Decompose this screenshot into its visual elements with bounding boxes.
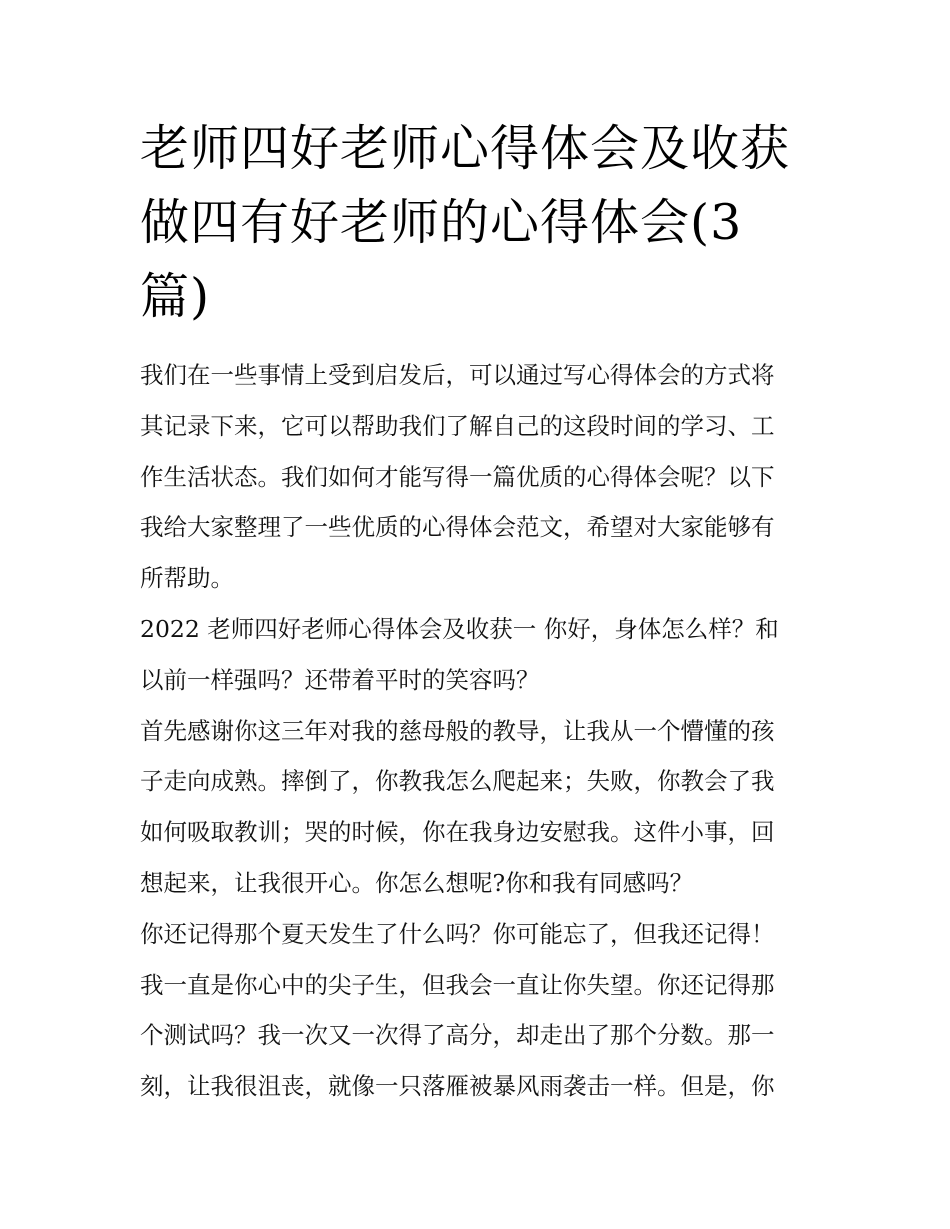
section-heading-paragraph [140,604,820,706]
text-line: 以前一样强吗？还带着平时的笑容吗？ [140,665,540,694]
text-line: 如何吸取教训；哭的时候，你在我身边安慰我。这件小事，回 [140,818,775,847]
title-line: 老师四好老师心得体会及收获 [140,120,791,177]
text-line: 刻，让我很沮丧，就像一只落雁被暴风雨袭击一样。但是，你 [140,1072,775,1101]
title-line: 做四有好老师的心得体会(3 [140,194,743,251]
text-line: 个测试吗？我一次又一次得了高分，却走出了那个分数。那一 [140,1021,775,1050]
text-line: 作生活状态。我们如何才能写得一篇优质的心得体会呢？以下 [140,462,775,491]
text-line: 我给大家整理了一些优质的心得体会范文，希望对大家能够有 [140,513,775,542]
text-line: 我一直是你心中的尖子生，但我会一直让你失望。你还记得那 [140,970,775,999]
document-title [140,112,800,334]
text-line: 首先感谢你这三年对我的慈母般的教导，让我从一个懵懂的孩 [140,716,775,745]
body-paragraph [140,706,820,909]
title-line: 篇) [140,268,211,325]
text-line: 其记录下来，它可以帮助我们了解自己的这段时间的学习、工 [140,411,775,440]
text-line: 2022 老师四好老师心得体会及收获一 你好，身体怎么样？和 [140,614,779,643]
text-line: 子走向成熟。摔倒了，你教我怎么爬起来；失败，你教会了我 [140,767,775,796]
text-line: 所帮助。 [140,564,234,593]
text-line: 我们在一些事情上受到启发后，可以通过写心得体会的方式将 [140,361,775,389]
intro-paragraph [140,350,820,604]
document-body [140,350,820,1112]
text-line: 想起来，让我很开心。你怎么想呢?你和我有同感吗？ [140,868,694,897]
text-line: 你还记得那个夏天发生了什么吗？你可能忘了，但我还记得！ [140,919,775,948]
body-paragraph [140,909,820,1112]
